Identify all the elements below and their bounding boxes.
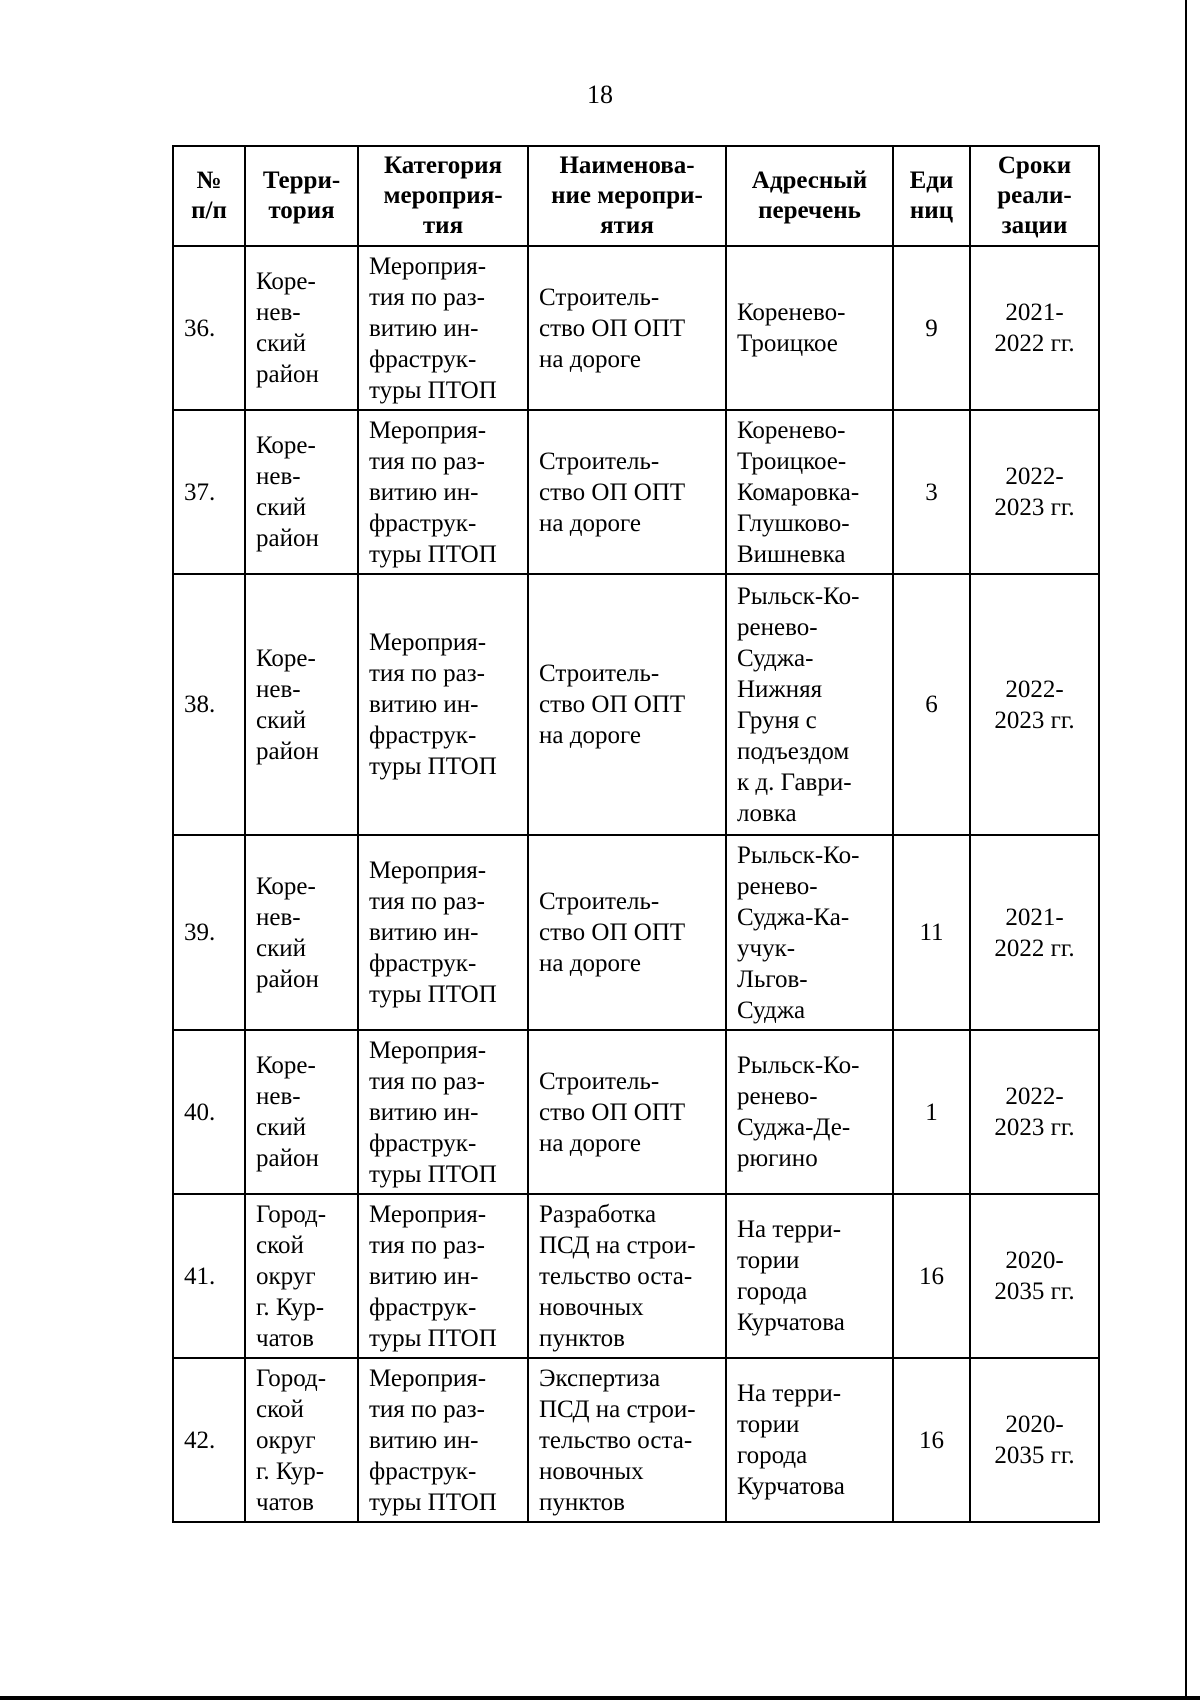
measure-name-cell: Строитель- ство ОП ОПТ на дороге bbox=[528, 410, 726, 574]
row-number: 41. bbox=[173, 1194, 245, 1358]
territory-cell: Коре- нев- ский район bbox=[245, 1030, 358, 1194]
measure-name-cell: Строитель- ство ОП ОПТ на дороге bbox=[528, 246, 726, 410]
measure-name-cell: Строитель- ство ОП ОПТ на дороге bbox=[528, 835, 726, 1030]
timeline-cell: 2021- 2022 гг. bbox=[970, 246, 1099, 410]
territory-cell: Город- ской округ г. Кур- чатов bbox=[245, 1358, 358, 1522]
address-cell: На терри- тории города Курчатова bbox=[726, 1358, 893, 1522]
scan-edge-right bbox=[1185, 0, 1187, 1700]
units-cell: 6 bbox=[893, 574, 970, 835]
territory-cell: Коре- нев- ский район bbox=[245, 574, 358, 835]
row-number: 36. bbox=[173, 246, 245, 410]
header-measure-name: Наименова- ние меропри- ятия bbox=[528, 146, 726, 246]
category-cell: Мероприя- тия по раз- витию ин- фраструк- туры ПТОП bbox=[358, 1030, 528, 1194]
header-address-list: Адресный перечень bbox=[726, 146, 893, 246]
territory-cell: Коре- нев- ский район bbox=[245, 410, 358, 574]
timeline-cell: 2020- 2035 гг. bbox=[970, 1358, 1099, 1522]
category-cell: Мероприя- тия по раз- витию ин- фраструк- туры ПТОП bbox=[358, 835, 528, 1030]
address-cell: Рыльск-Ко- ренево- Суджа-Де- рюгино bbox=[726, 1030, 893, 1194]
table-row bbox=[173, 1194, 1099, 1358]
address-cell: На терри- тории города Курчатова bbox=[726, 1194, 893, 1358]
category-cell: Мероприя- тия по раз- витию ин- фраструк- туры ПТОП bbox=[358, 574, 528, 835]
header-category: Категория мероприя- тия bbox=[358, 146, 528, 246]
measures-table bbox=[172, 145, 1100, 1523]
timeline-cell: 2021- 2022 гг. bbox=[970, 835, 1099, 1030]
category-cell: Мероприя- тия по раз- витию ин- фраструк- туры ПТОП bbox=[358, 246, 528, 410]
row-number: 37. bbox=[173, 410, 245, 574]
table-row bbox=[173, 410, 1099, 574]
address-cell: Коренево- Троицкое- Комаровка- Глушково- Вишневка bbox=[726, 410, 893, 574]
row-number: 42. bbox=[173, 1358, 245, 1522]
row-number: 39. bbox=[173, 835, 245, 1030]
table-row bbox=[173, 1358, 1099, 1522]
scan-edge-bottom bbox=[0, 1696, 1200, 1700]
units-cell: 16 bbox=[893, 1358, 970, 1522]
timeline-cell: 2022- 2023 гг. bbox=[970, 410, 1099, 574]
table-row bbox=[173, 246, 1099, 410]
header-timeline: Сроки реали- зации bbox=[970, 146, 1099, 246]
address-cell: Коренево- Троицкое bbox=[726, 246, 893, 410]
address-cell: Рыльск-Ко- ренево- Суджа-Ка- учук- Льгов- Суджа bbox=[726, 835, 893, 1030]
timeline-cell: 2020- 2035 гг. bbox=[970, 1194, 1099, 1358]
measure-name-cell: Экспертиза ПСД на строи- тельство оста- новочных пунктов bbox=[528, 1358, 726, 1522]
units-cell: 3 bbox=[893, 410, 970, 574]
measure-name-cell: Разработка ПСД на строи- тельство оста- новочных пунктов bbox=[528, 1194, 726, 1358]
units-cell: 11 bbox=[893, 835, 970, 1030]
category-cell: Мероприя- тия по раз- витию ин- фраструк- туры ПТОП bbox=[358, 1358, 528, 1522]
territory-cell: Коре- нев- ский район bbox=[245, 835, 358, 1030]
address-cell: Рыльск-Ко- ренево- Суджа- Нижняя Груня с подъездом к д. Гаври- ловка bbox=[726, 574, 893, 835]
timeline-cell: 2022- 2023 гг. bbox=[970, 574, 1099, 835]
units-cell: 9 bbox=[893, 246, 970, 410]
header-number: № п/п bbox=[173, 146, 245, 246]
timeline-cell: 2022- 2023 гг. bbox=[970, 1030, 1099, 1194]
units-cell: 1 bbox=[893, 1030, 970, 1194]
table-header-row bbox=[173, 146, 1099, 246]
measure-name-cell: Строитель- ство ОП ОПТ на дороге bbox=[528, 574, 726, 835]
measure-name-cell: Строитель- ство ОП ОПТ на дороге bbox=[528, 1030, 726, 1194]
header-units: Еди ниц bbox=[893, 146, 970, 246]
row-number: 38. bbox=[173, 574, 245, 835]
category-cell: Мероприя- тия по раз- витию ин- фраструк- туры ПТОП bbox=[358, 1194, 528, 1358]
table-row bbox=[173, 574, 1099, 835]
category-cell: Мероприя- тия по раз- витию ин- фраструк- туры ПТОП bbox=[358, 410, 528, 574]
units-cell: 16 bbox=[893, 1194, 970, 1358]
header-territory: Терри- тория bbox=[245, 146, 358, 246]
page-number: 18 bbox=[587, 80, 613, 109]
territory-cell: Коре- нев- ский район bbox=[245, 246, 358, 410]
table-row bbox=[173, 1030, 1099, 1194]
table-row bbox=[173, 835, 1099, 1030]
territory-cell: Город- ской округ г. Кур- чатов bbox=[245, 1194, 358, 1358]
row-number: 40. bbox=[173, 1030, 245, 1194]
